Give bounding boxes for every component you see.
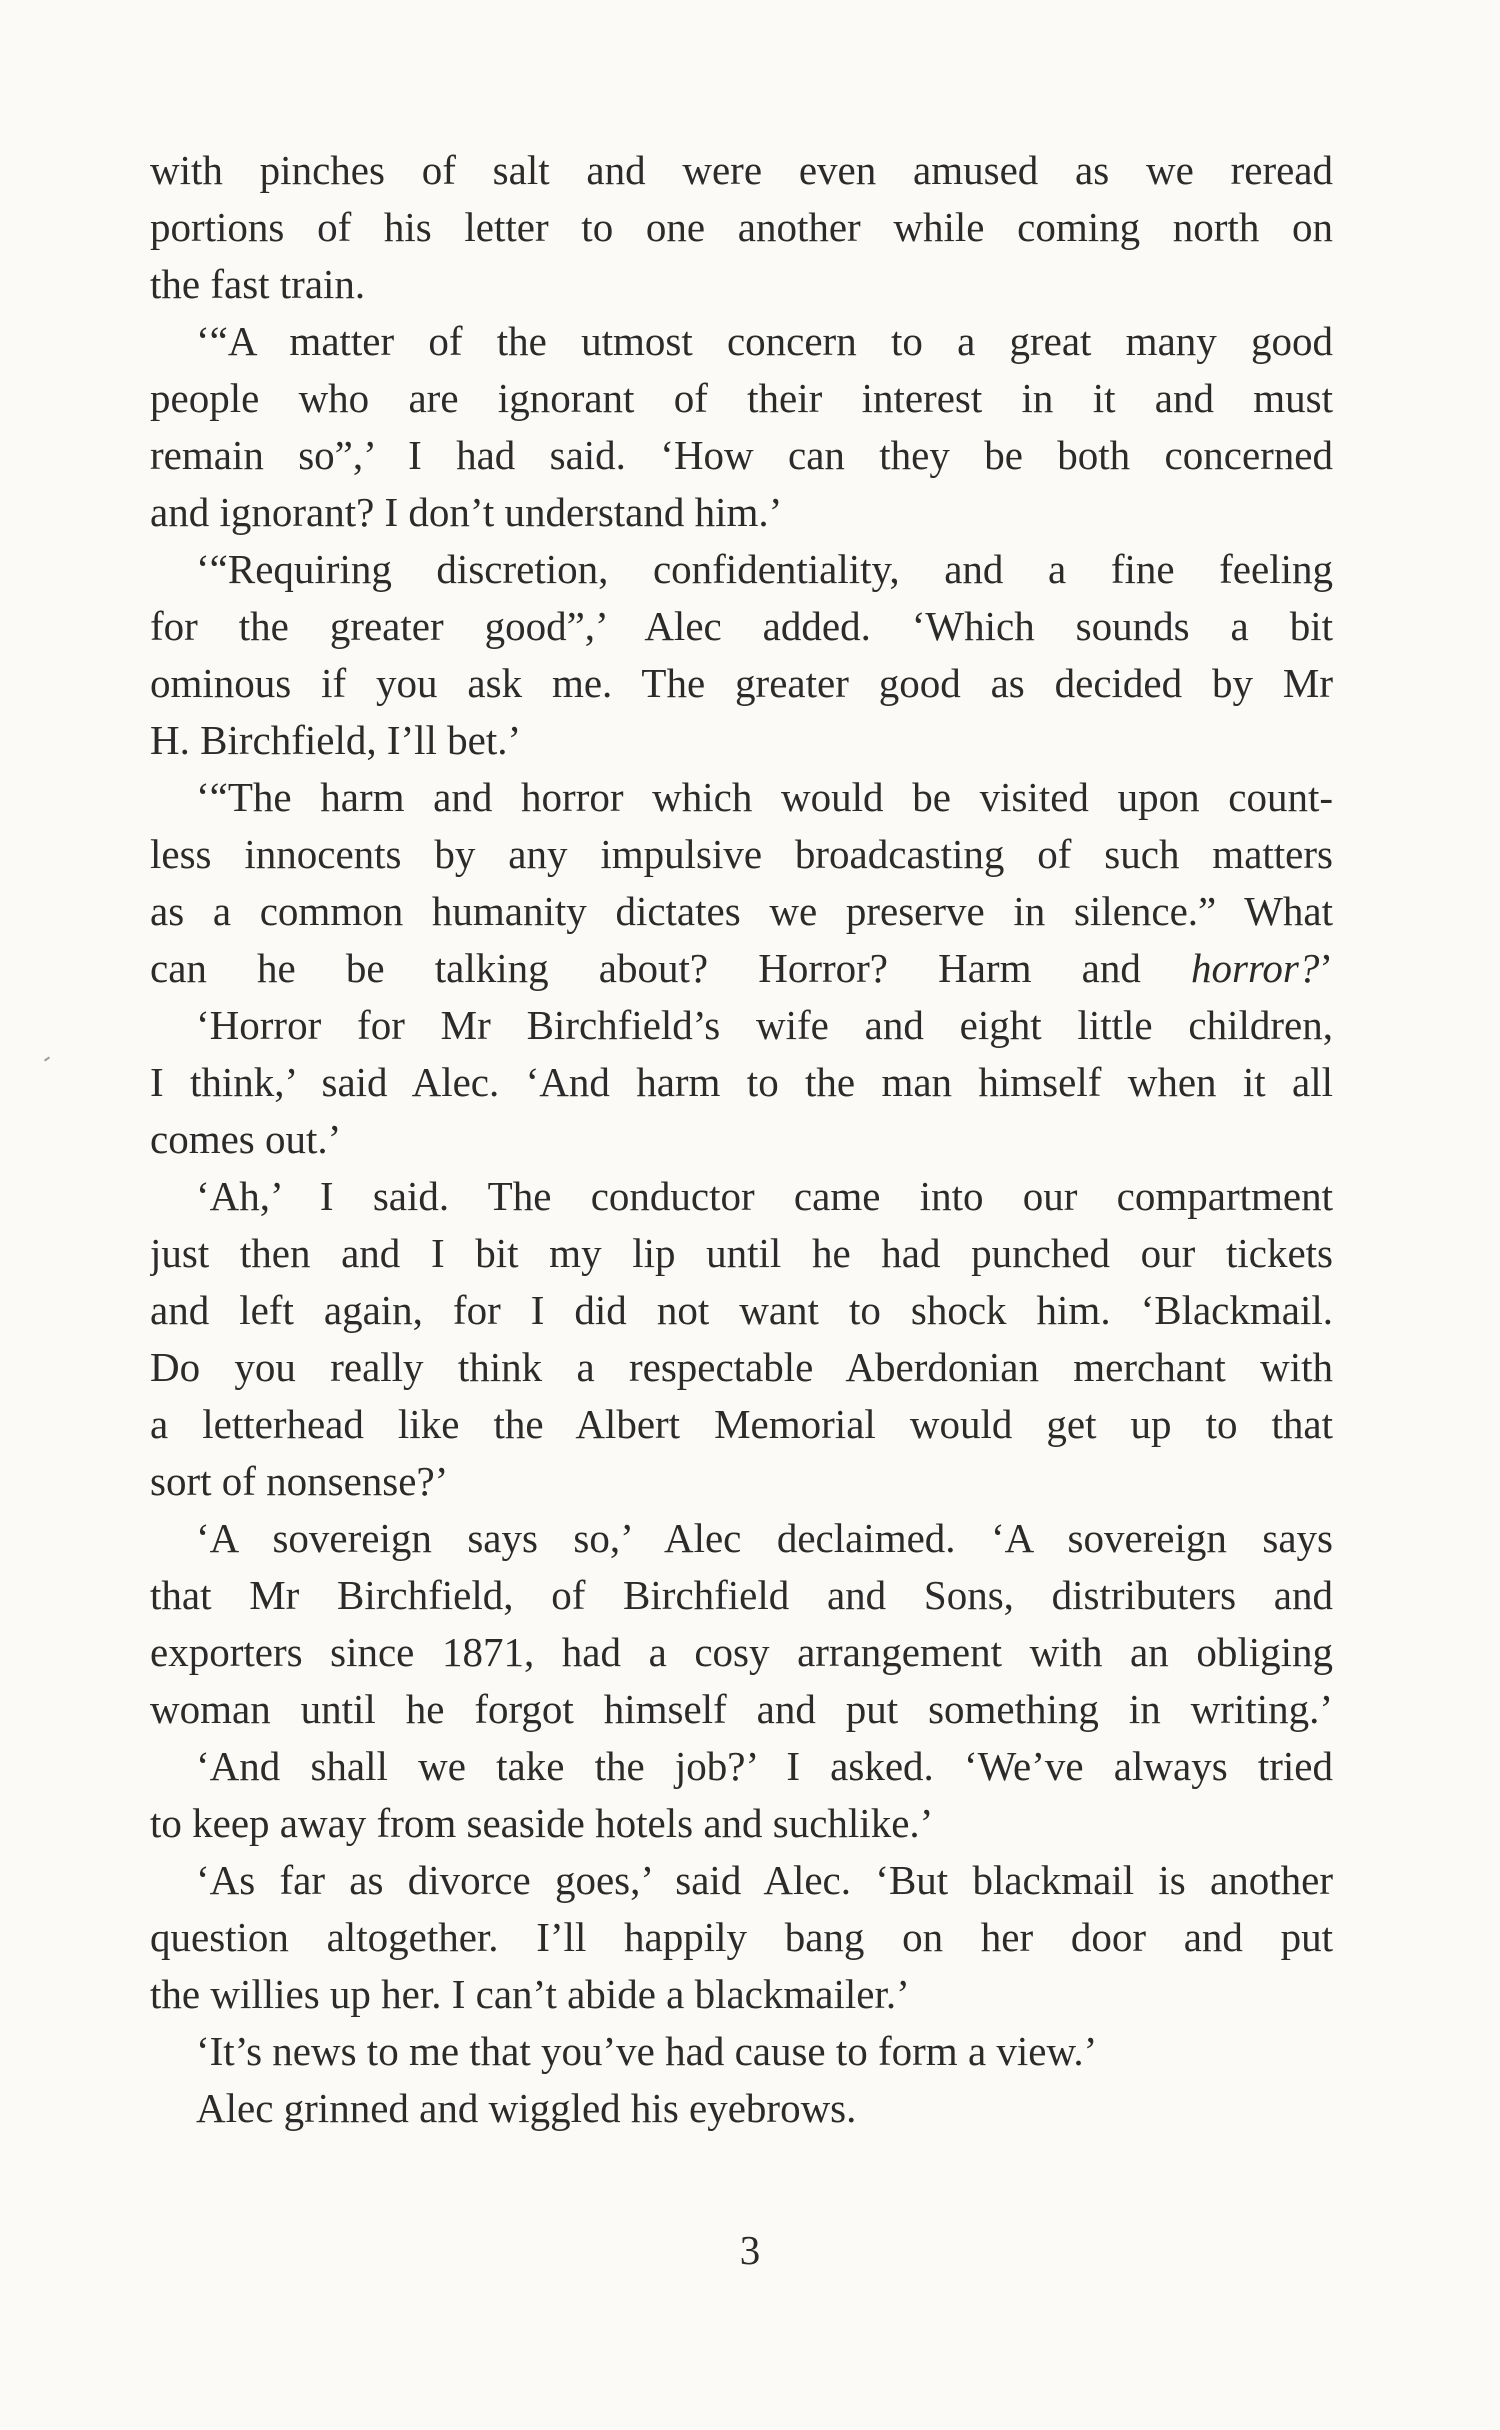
paragraph: [150, 1168, 1333, 1510]
text-line: [150, 1054, 1333, 1111]
text-line: [150, 826, 1333, 883]
line-text: H. Birchfield, I’ll bet.’: [150, 717, 522, 763]
line-text: ‘Horror for Mr Birchfield’s wife and eight little children,: [196, 1002, 1333, 1048]
italic-text: horror?: [1190, 945, 1320, 991]
line-text: ’: [1319, 945, 1333, 991]
text-line: [150, 598, 1333, 655]
text-line: [150, 1453, 1333, 1510]
text-line: [150, 370, 1333, 427]
text-line: [150, 1168, 1333, 1225]
line-text: Alec grinned and wiggled his eyebrows.: [196, 2085, 857, 2131]
paragraph: [150, 997, 1333, 1168]
line-text: sort of nonsense?’: [150, 1458, 449, 1504]
page-number: 3: [739, 2227, 761, 2273]
paragraph: [150, 1510, 1333, 1738]
paragraph: [150, 313, 1333, 541]
text-line: [150, 1567, 1333, 1624]
line-text: portions of his letter to one another while coming north on: [150, 204, 1333, 250]
text-line: [150, 1681, 1333, 1738]
text-line: [150, 313, 1333, 370]
line-text: that Mr Birchfield, of Birchfield and Sons, distributers and: [150, 1572, 1333, 1618]
text-line: [150, 712, 1333, 769]
text-line: [150, 1852, 1333, 1909]
line-text: to keep away from seaside hotels and suchlike.’: [150, 1800, 934, 1846]
line-text: the fast train.: [150, 261, 366, 307]
text-line: [150, 142, 1333, 199]
line-text: ‘And shall we take the job?’ I asked. ‘We’ve always tried: [196, 1743, 1333, 1789]
line-text: woman until he forgot himself and put something in writing.’: [150, 1686, 1333, 1732]
line-text: comes out.’: [150, 1116, 342, 1162]
line-text: ‘“Requiring discretion, confidentiality, and a fine feeling: [196, 546, 1333, 592]
line-text: ‘Ah,’ I said. The conductor came into our compartment: [196, 1173, 1333, 1219]
text-line: [150, 199, 1333, 256]
text-line: [150, 2023, 1333, 2080]
text-line: [150, 1966, 1333, 2023]
line-text: and left again, for I did not want to shock him. ‘Blackmail.: [150, 1287, 1333, 1333]
line-text: ‘A sovereign says so,’ Alec declaimed. ‘A sovereign says: [196, 1515, 1333, 1561]
line-text: question altogether. I’ll happily bang on her door and put: [150, 1914, 1333, 1960]
line-text: a letterhead like the Albert Memorial would get up to that: [150, 1401, 1333, 1447]
text-line: [150, 1339, 1333, 1396]
line-text: people who are ignorant of their interest in it and must: [150, 375, 1333, 421]
text-line: [150, 655, 1333, 712]
line-text: less innocents by any impulsive broadcasting of such matters: [150, 831, 1333, 877]
line-text: just then and I bit my lip until he had punched our tickets: [150, 1230, 1333, 1276]
text-line: [150, 256, 1333, 313]
text-line: [150, 1795, 1333, 1852]
line-text: ‘As far as divorce goes,’ said Alec. ‘But blackmail is another: [196, 1857, 1333, 1903]
line-text: can he be talking about? Horror? Harm and: [150, 945, 1191, 991]
stray-mark: [44, 1056, 50, 1061]
line-text: ominous if you ask me. The greater good as decided by Mr: [150, 660, 1333, 706]
line-text: the willies up her. I can’t abide a blackmailer.’: [150, 1971, 910, 2017]
line-text: Do you really think a respectable Aberdonian merchant with: [150, 1344, 1333, 1390]
paragraph: [150, 769, 1333, 997]
line-text: with pinches of salt and were even amused as we reread: [150, 147, 1333, 193]
text-line: [150, 1510, 1333, 1567]
line-text: exporters since 1871, had a cosy arrangement with an obliging: [150, 1629, 1333, 1675]
paragraph: [150, 2023, 1333, 2080]
text-line: [150, 997, 1333, 1054]
text-line: [150, 484, 1333, 541]
line-text: ‘It’s news to me that you’ve had cause to form a view.’: [196, 2028, 1098, 2074]
paragraph: [150, 1738, 1333, 1852]
text-line: [150, 1282, 1333, 1339]
text-line: [150, 883, 1333, 940]
line-text: I think,’ said Alec. ‘And harm to the man himself when it all: [150, 1059, 1333, 1105]
paragraph: [150, 1852, 1333, 2023]
text-line: [150, 940, 1333, 997]
line-text: as a common humanity dictates we preserve in silence.” What: [150, 888, 1333, 934]
line-text: ‘“The harm and horror which would be visited upon count-: [196, 774, 1333, 820]
text-line: [150, 1624, 1333, 1681]
paragraph: [150, 2080, 1333, 2137]
text-line: [150, 1225, 1333, 1282]
text-line: [150, 1396, 1333, 1453]
text-line: [150, 1111, 1333, 1168]
text-line: [150, 769, 1333, 826]
text-line: [150, 1909, 1333, 1966]
text-line: [150, 541, 1333, 598]
paragraph: [150, 541, 1333, 769]
page-body-text: [150, 142, 1333, 2137]
text-line: [150, 1738, 1333, 1795]
text-line: [150, 2080, 1333, 2137]
line-text: ‘“A matter of the utmost concern to a great many good: [196, 318, 1333, 364]
text-line: [150, 427, 1333, 484]
line-text: remain so”,’ I had said. ‘How can they be both concerned: [150, 432, 1333, 478]
line-text: and ignorant? I don’t understand him.’: [150, 489, 783, 535]
line-text: for the greater good”,’ Alec added. ‘Which sounds a bit: [150, 603, 1333, 649]
paragraph: [150, 142, 1333, 313]
